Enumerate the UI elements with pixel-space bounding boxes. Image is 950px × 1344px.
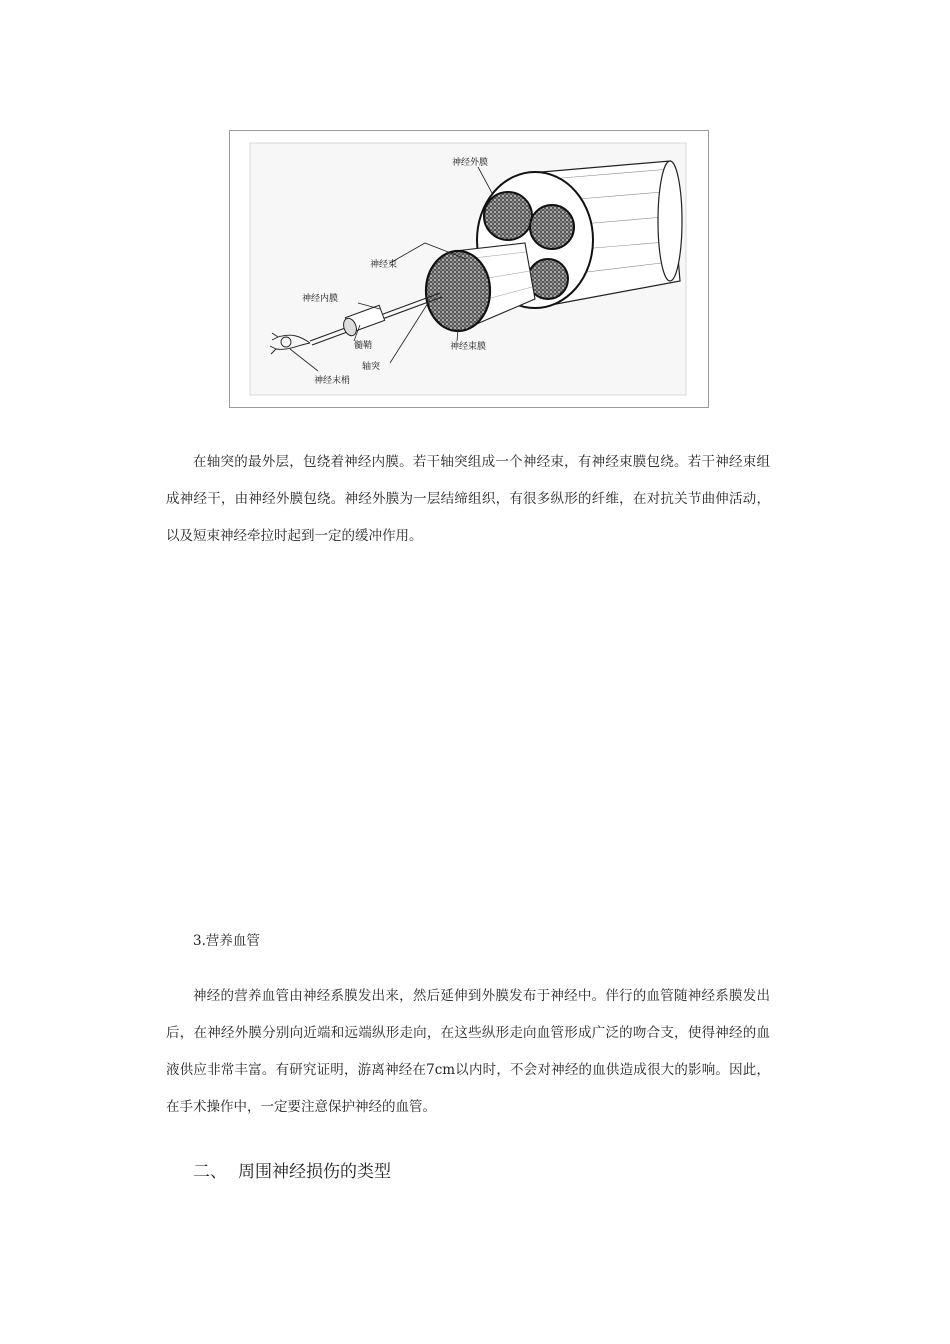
paragraph-nutrient-vessels: 神经的营养血管由神经系膜发出来，然后延伸到外膜发布于神经中。伴行的血管随神经系膜发出后，在神经外膜分别向近端和远端纵形走向，在这些纵形走向血管形成广泛的吻合支，使得神经的血液供应非常丰富。有研究证明，游离神经在7cm以内时，不会对神经的血供造成很大的影响。因此，在手术操作中，一定要注意保护神经的血管。 bbox=[166, 988, 770, 1115]
label-endoneurium: 神经内膜 bbox=[302, 294, 339, 304]
label-axon: 轴突 bbox=[362, 362, 381, 372]
label-perineurium: 神经束膜 bbox=[450, 342, 487, 352]
nerve-structure-figure bbox=[229, 130, 709, 408]
paragraph-nerve-sheaths: 在轴突的最外层，包绕着神经内膜。若干轴突组成一个神经束，有神经束膜包绕。若干神经束组成神经干，由神经外膜包绕。神经外膜为一层结缔组织，有很多纵形的纤维，在对抗关节曲伸活动，以及短束神经牵拉时起到一定的缓冲作用。 bbox=[166, 454, 770, 544]
subheading-nutrient-vessels: 3.营养血管 bbox=[193, 933, 260, 949]
label-nerve-ending: 神经末梢 bbox=[314, 376, 351, 386]
section-title: 周围神经损伤的类型 bbox=[238, 1162, 391, 1182]
label-epineurium: 神经外膜 bbox=[452, 158, 489, 168]
nerve-anatomy-illustration bbox=[230, 131, 708, 407]
label-myelin: 髓鞘 bbox=[354, 341, 373, 351]
section-number: 二、 bbox=[193, 1162, 227, 1182]
label-fascicle: 神经束 bbox=[370, 260, 398, 270]
section-heading bbox=[193, 1157, 391, 1182]
